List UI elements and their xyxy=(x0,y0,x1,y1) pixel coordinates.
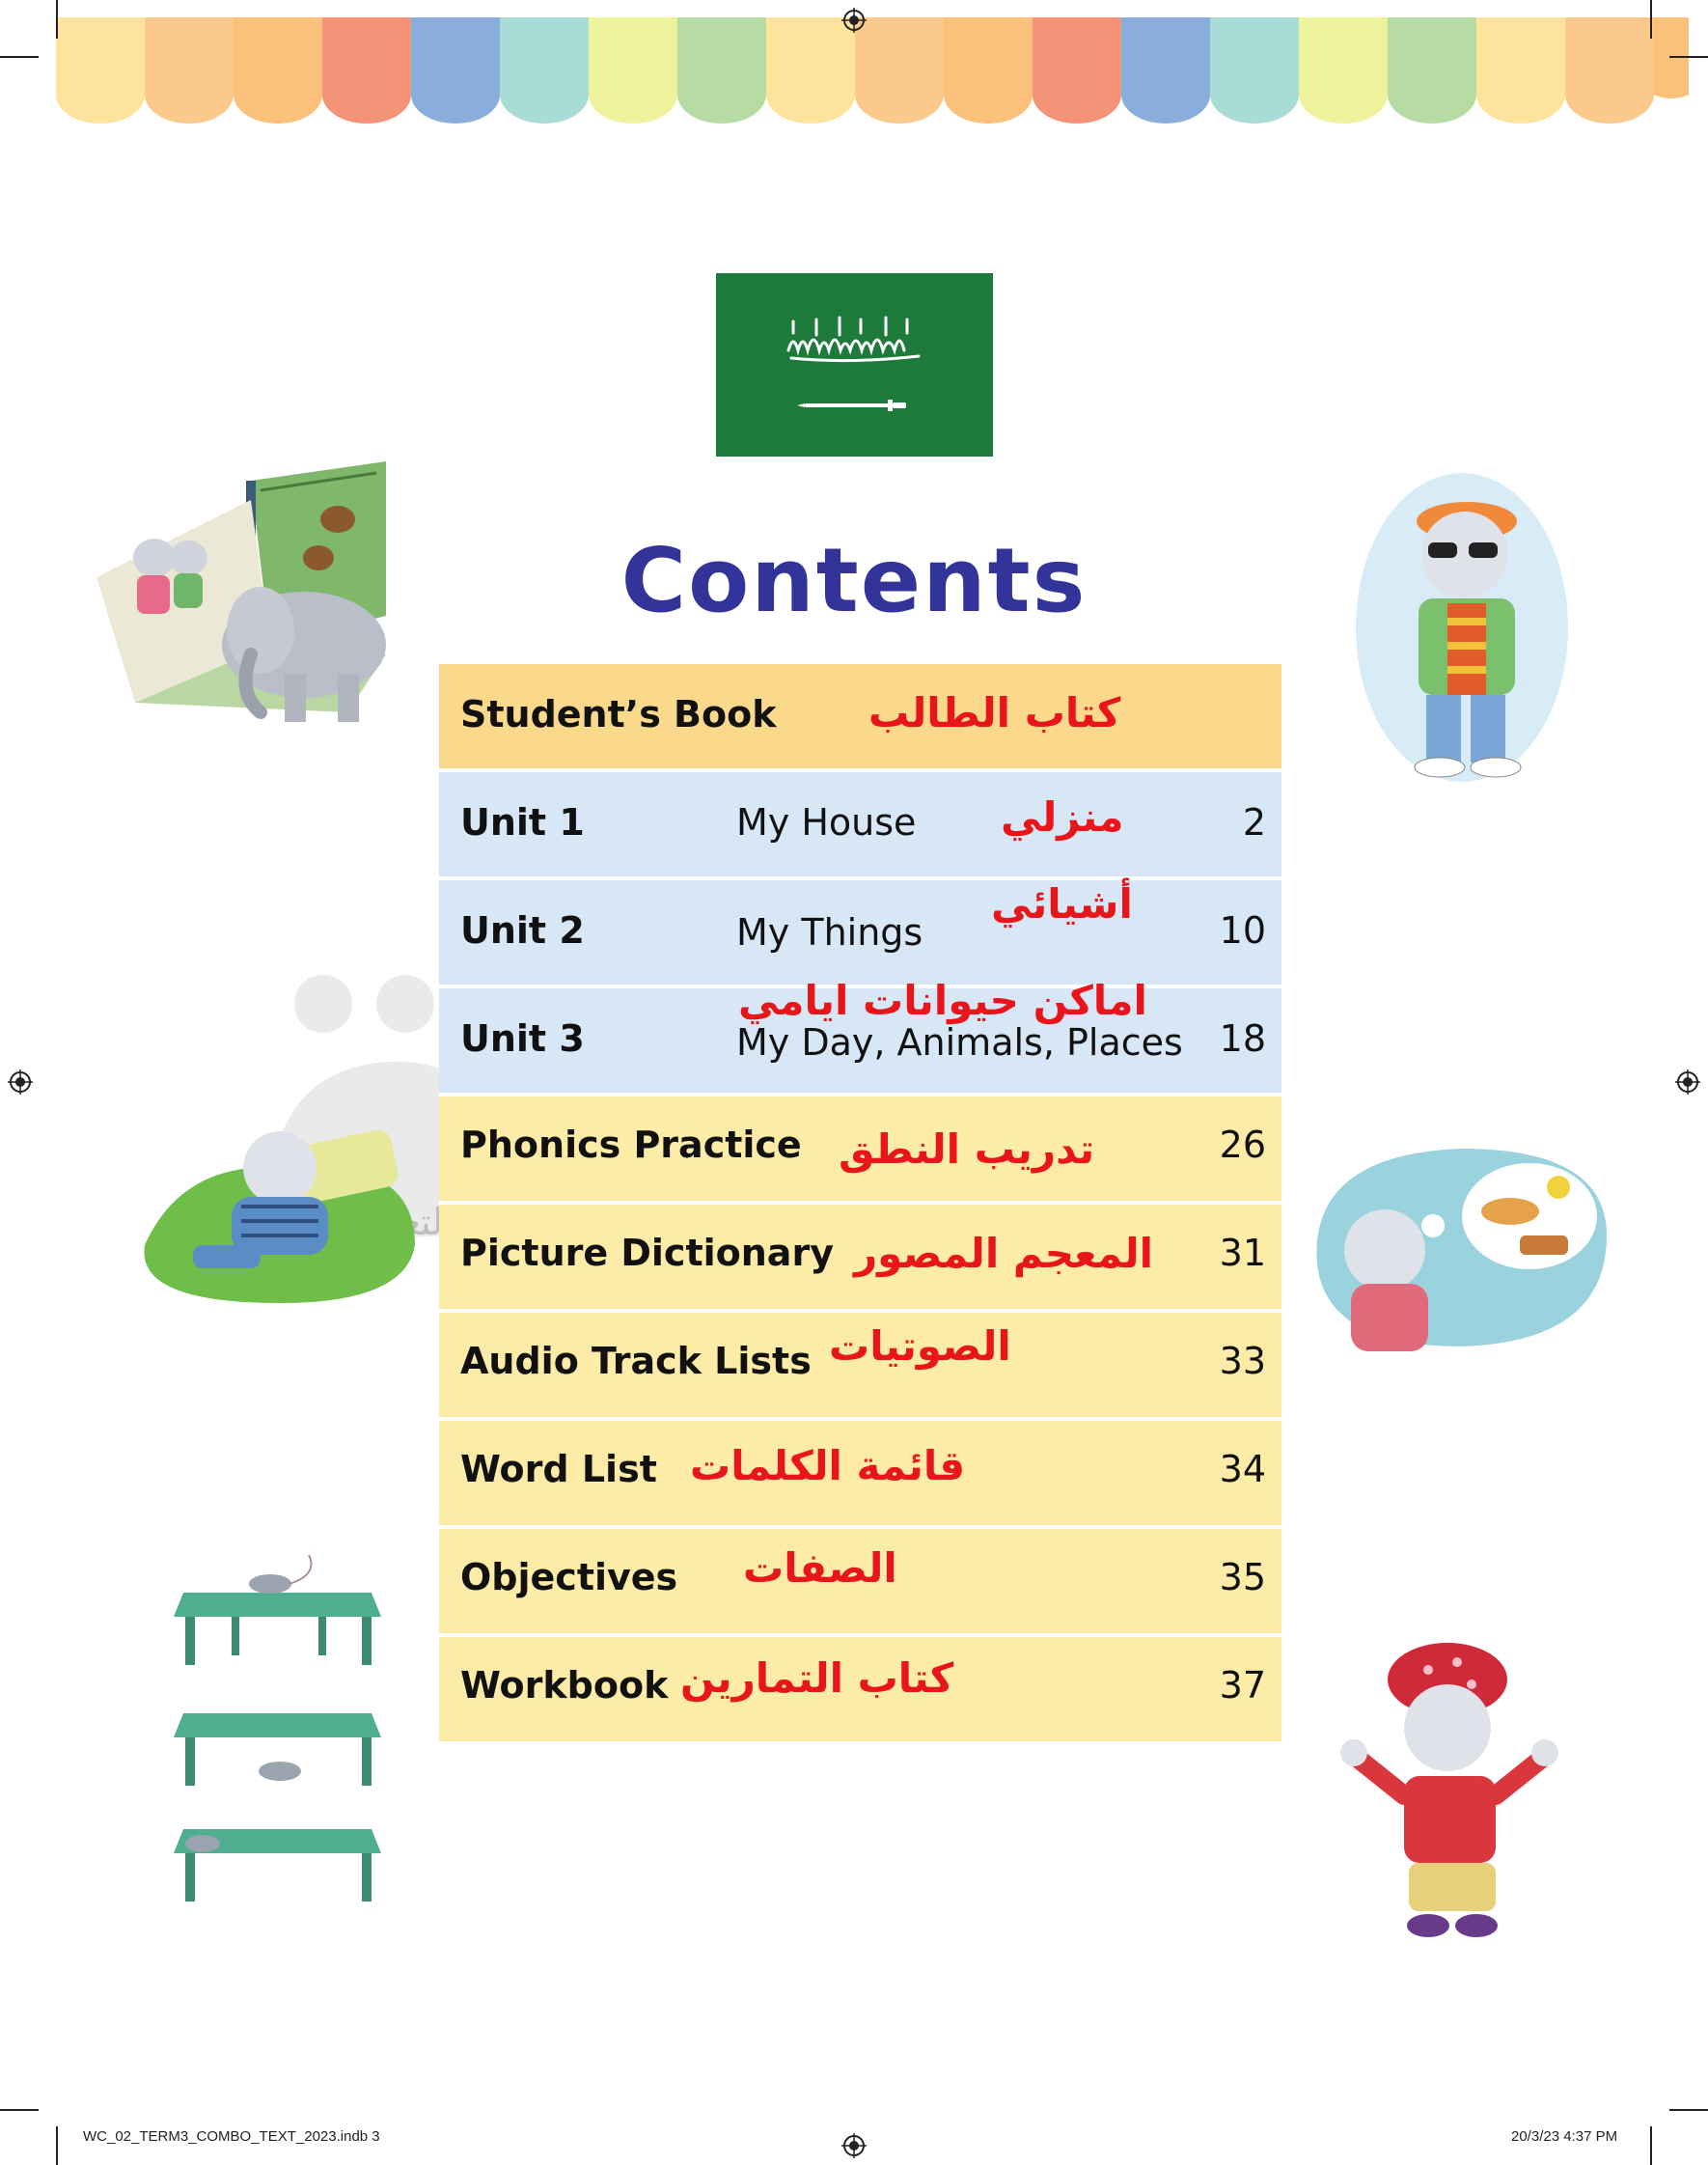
toc-row-label: Workbook xyxy=(460,1664,669,1707)
toc-row-subtitle: My Day, Animals, Places xyxy=(736,1021,1183,1064)
crop-mark xyxy=(1650,2126,1652,2165)
toc-row-arabic: قائمة الكلمات xyxy=(690,1442,966,1489)
toc-row-arabic: المعجم المصور xyxy=(854,1230,1154,1277)
toc-row xyxy=(439,1529,1281,1633)
toc-row-arabic: اماكن حيوانات ايامي xyxy=(738,977,1147,1024)
toc-row-label: Word List xyxy=(460,1448,657,1490)
toc-header-en: Student’s Book xyxy=(460,693,777,736)
cat-relaxing-grass-illustration xyxy=(135,1100,425,1303)
toc-row-label: Objectives xyxy=(460,1556,678,1598)
page-title: Contents xyxy=(620,529,1088,632)
registration-mark-icon xyxy=(1675,1069,1700,1095)
toc-row-label: Phonics Practice xyxy=(460,1124,802,1166)
cool-cat-sunglasses-illustration xyxy=(1351,463,1583,791)
toc-row-arabic: كتاب التمارين xyxy=(680,1654,954,1702)
toc-row xyxy=(439,1421,1281,1525)
footer-timestamp: 20/3/23 4:37 PM xyxy=(1511,2128,1618,2145)
toc-row-page: 35 xyxy=(1219,1556,1266,1598)
toc-row xyxy=(439,880,1281,985)
toc-row-page: 2 xyxy=(1242,801,1266,844)
footer-file-info: WC_02_TERM3_COMBO_TEXT_2023.indb 3 xyxy=(83,2128,380,2145)
toc-row-arabic: الصوتيات xyxy=(829,1322,1011,1370)
toc-row xyxy=(439,1096,1281,1201)
toc-row xyxy=(439,1205,1281,1309)
toc-row-arabic: الصفات xyxy=(743,1544,897,1592)
toc-row-label: Unit 2 xyxy=(460,909,585,952)
toc-row-arabic: منزلي xyxy=(1001,793,1124,841)
toc-row-label: Picture Dictionary xyxy=(460,1232,834,1274)
contents-table xyxy=(439,664,1281,1730)
crop-mark xyxy=(1650,0,1652,39)
crop-mark xyxy=(56,0,58,39)
toc-row-page: 26 xyxy=(1219,1124,1266,1166)
toc-row-subtitle: My Things xyxy=(736,911,923,954)
crop-mark xyxy=(56,2126,58,2165)
zoo-elephant-illustration xyxy=(96,461,415,770)
toc-row-label: Unit 3 xyxy=(460,1017,585,1060)
toc-row-page: 18 xyxy=(1219,1017,1266,1060)
toc-row-page: 37 xyxy=(1219,1664,1266,1707)
toc-row-label: Audio Track Lists xyxy=(460,1340,812,1382)
saudi-flag-emblem-icon xyxy=(716,273,993,457)
toc-row xyxy=(439,1637,1281,1741)
cat-thinking-food-illustration xyxy=(1308,1144,1612,1351)
crop-mark xyxy=(1669,2109,1708,2111)
toc-row-label: Unit 1 xyxy=(460,801,585,844)
toc-row-arabic: أشيائي xyxy=(991,880,1133,928)
registration-mark-icon xyxy=(8,1069,33,1095)
registration-mark-icon xyxy=(841,8,867,33)
toc-row xyxy=(439,1313,1281,1417)
crop-mark xyxy=(1669,56,1708,58)
crop-mark xyxy=(0,56,39,58)
toc-row-page: 33 xyxy=(1219,1340,1266,1382)
mouse-table-positions-illustration xyxy=(174,1549,391,1901)
toc-row-arabic: تدريب النطق xyxy=(839,1125,1095,1173)
crop-mark xyxy=(0,2109,39,2111)
toc-row-subtitle: My House xyxy=(736,801,917,844)
cat-hat-waving-illustration xyxy=(1327,1631,1568,1950)
toc-header-ar: كتاب الطالب xyxy=(868,689,1121,736)
toc-row-page: 10 xyxy=(1219,909,1266,952)
toc-row-page: 34 xyxy=(1219,1448,1266,1490)
toc-row xyxy=(439,772,1281,876)
toc-row xyxy=(439,977,1281,1093)
toc-header-row xyxy=(439,664,1281,768)
registration-mark-icon xyxy=(841,2133,867,2158)
toc-row-page: 31 xyxy=(1219,1232,1266,1274)
saudi-flag xyxy=(716,273,993,457)
